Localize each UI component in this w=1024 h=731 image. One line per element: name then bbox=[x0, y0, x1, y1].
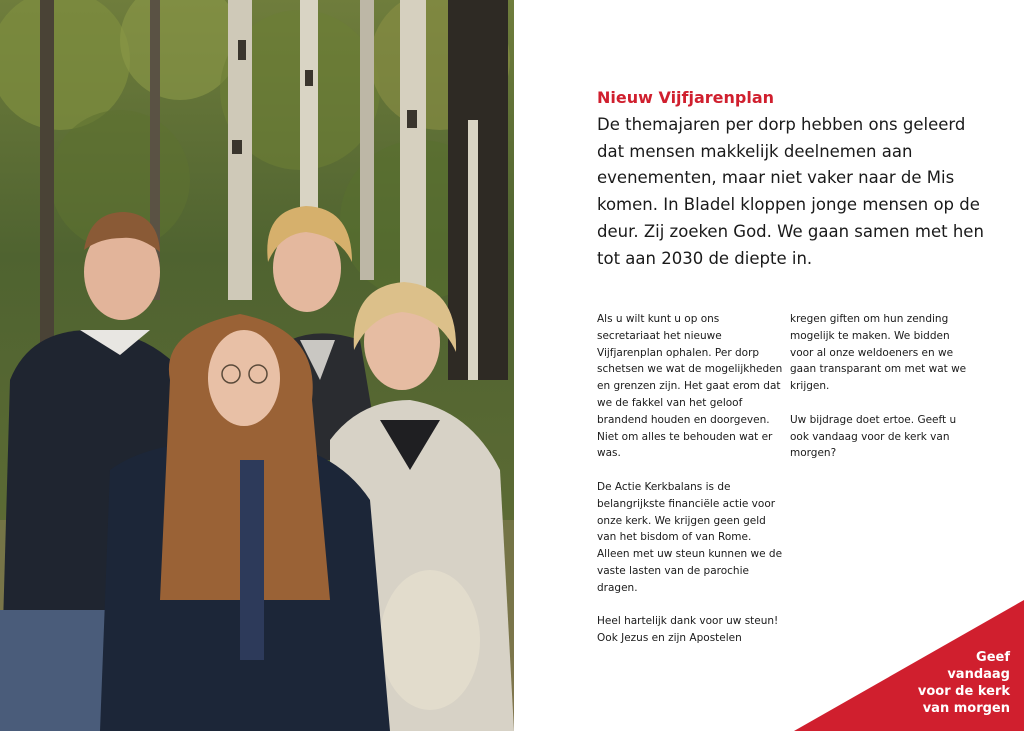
article-intro: De themajaren per dorp hebben ons geleerd dat mensen makkelijk deelnemen aan evenementen, maar niet vaker naar de Mis komen. In Bladel kloppen jonge mensen op de deur. Zij zoeken God. We gaan samen met hen tot aan 2030 de diepte in. bbox=[597, 115, 984, 268]
paragraph: Uw bijdrage doet ertoe. Geeft u ook vandaag voor de kerk van morgen? bbox=[790, 413, 957, 460]
paragraph: kregen giften om hun zending mogelijk te maken. We bidden voor al onze weldoeners en we gaan transparant om met wat we krijgen. bbox=[790, 313, 967, 393]
cta-line: Geef bbox=[976, 650, 1010, 665]
paragraph: Als u wilt kunt u op ons secretariaat het nieuwe Vijfjarenplan ophalen. Per dorp schetsen we wat de mogelijkheden en grenzen zijn. Het gaat erom dat we de fakkel van het geloof brandend houden en doorgeven. Niet om alles te behouden wat er was. bbox=[597, 313, 783, 460]
cta-text bbox=[918, 649, 1010, 717]
paragraph: Heel hartelijk dank voor uw steun! Ook Jezus en zijn Apostelen bbox=[597, 615, 779, 645]
cta-line: voor de kerk bbox=[917, 684, 1010, 699]
text-column-1 bbox=[597, 311, 783, 664]
article-heading: Nieuw Vijfjarenplan bbox=[597, 88, 775, 107]
cta-line: van morgen bbox=[922, 701, 1010, 716]
text-column-2 bbox=[790, 311, 976, 479]
cta-line: vandaag bbox=[947, 667, 1010, 682]
paragraph: De Actie Kerkbalans is de belangrijkste financiële actie voor onze kerk. We krijgen geen geld van het bisdom of van Rome. Alleen met uw steun kunnen we de vaste lasten van de parochie dragen. bbox=[597, 480, 783, 594]
